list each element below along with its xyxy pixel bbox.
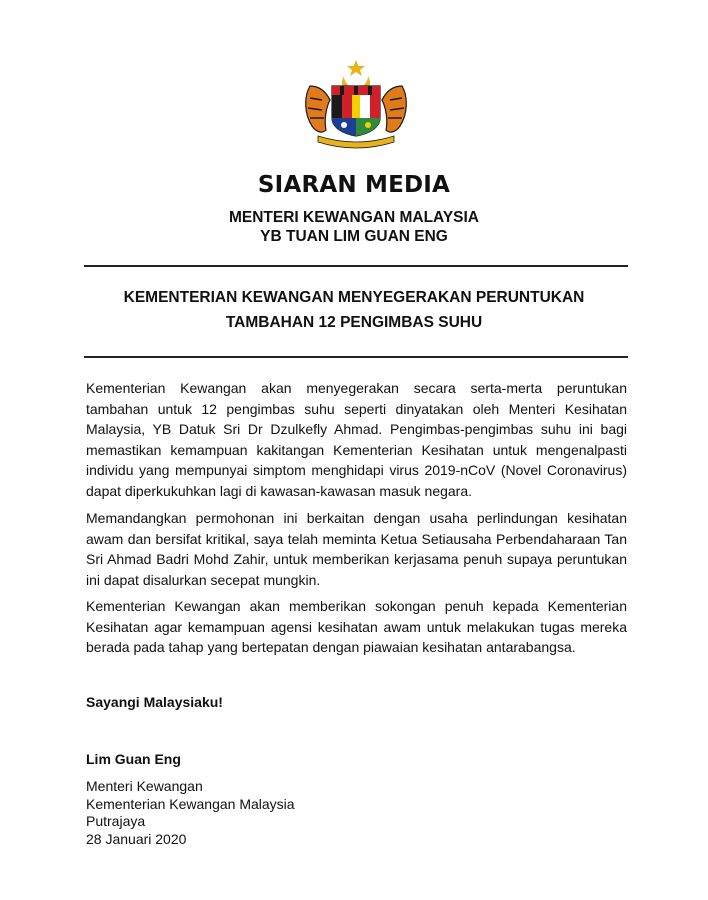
release-place: Putrajaya: [86, 813, 146, 829]
paragraph-text: Kementerian Kewangan akan menyegerakan secara serta-merta peruntukan tambahan untuk 12 pengimbas suhu seperti dinyatakan oleh Menteri Kesihatan Malaysia, YB Datuk Sri Dr Dzulkefly Ahmad. Pengimbas-pengimbas suhu ini bagi memastikan kemampuan kakitangan Kementerian Kesihatan untuk mengenalpasti individu yang mempunyai simptom menghidapi virus 2019-nCoV (Novel Coronavirus) dapat diperkukuhkan lagi di kawasan-kawasan masuk negara.: [86, 380, 627, 499]
ministry-name: MENTERI KEWANGAN MALAYSIA: [228, 209, 480, 226]
signatory-name: Lim Guan Eng: [86, 751, 181, 767]
malaysia-coat-of-arms-icon: [296, 56, 416, 152]
bottom-divider: [84, 356, 628, 358]
signatory-position: Menteri Kewangan: [86, 778, 203, 794]
signatory-ministry: Kementerian Kewangan Malaysia: [86, 795, 295, 812]
top-divider: [84, 265, 628, 267]
paragraph-text: Memandangkan permohonan ini berkaitan dengan usaha perlindungan kesihatan awam dan bersifat kritikal, saya telah meminta Ketua Setiausaha Perbendaharaan Tan Sri Ahmad Badri Mohd Zahir, untuk memberikan kerjasama penuh supaya peruntukan ini dapat disalurkan secepat mungkin.: [86, 510, 627, 588]
closing-slogan: Sayangi Malaysiaku!: [86, 694, 223, 710]
body-paragraph-2: [86, 508, 627, 590]
minister-name: YB TUAN LIM GUAN ENG: [260, 228, 448, 245]
page-title: SIARAN MEDIA: [257, 172, 451, 198]
paragraph-text: Kementerian Kewangan akan memberikan sokongan penuh kepada Kementerian Kesihatan agar kemampuan agensi kesihatan awam untuk melakukan tugas mereka berada pada tahap yang bertepatan dengan piawaian kesihatan antarabangsa.: [86, 598, 627, 655]
headline-line-1: KEMENTERIAN KEWANGAN MENYEGERAKAN PERUNTUKAN: [123, 289, 585, 306]
signature-block: [86, 778, 295, 848]
release-date: 28 Januari 2020: [86, 830, 187, 847]
headline-line-2: TAMBAHAN 12 PENGIMBAS SUHU: [225, 314, 483, 331]
body-paragraph-3: [86, 596, 627, 658]
body-paragraph-1: [86, 378, 627, 501]
